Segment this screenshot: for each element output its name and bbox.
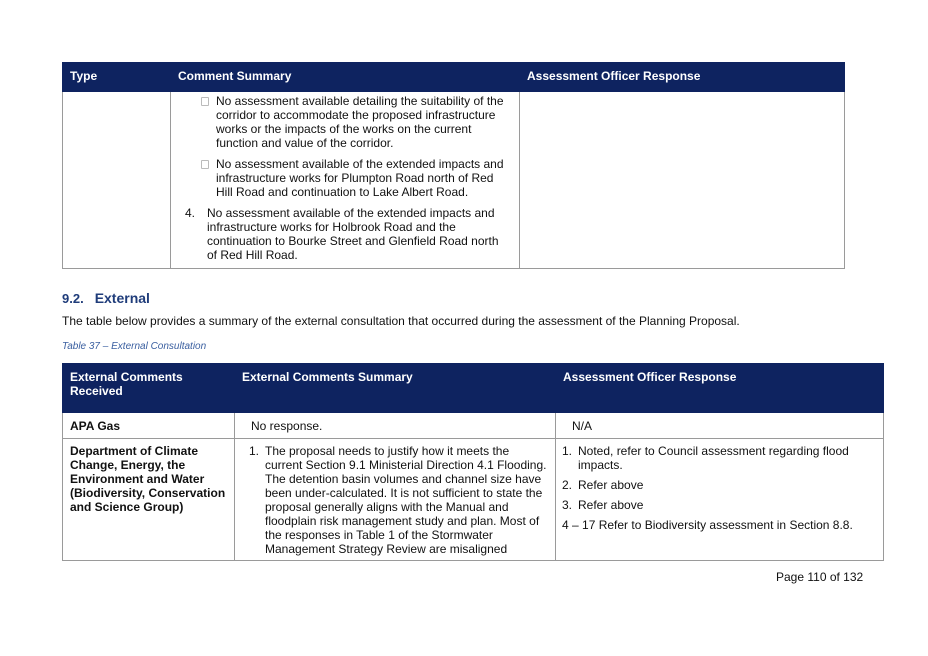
section-title: External <box>94 290 150 306</box>
checkbox-bullet-icon <box>201 97 209 106</box>
table-header-row <box>63 364 884 413</box>
table-header-row <box>63 63 845 92</box>
response-cell: N/A <box>556 413 884 439</box>
header-external-summary: External Comments Summary <box>235 364 556 413</box>
header-type: Type <box>63 63 171 92</box>
received-cell: APA Gas <box>63 413 235 439</box>
table-row <box>63 92 845 269</box>
external-consultation-table <box>62 363 884 561</box>
item-number: 1. <box>249 444 260 458</box>
item-number: 2. <box>562 478 573 492</box>
item-number: 3. <box>562 498 573 512</box>
numbered-item <box>249 444 549 556</box>
comments-table <box>62 62 845 269</box>
item-text: Refer above <box>578 498 644 512</box>
bullet-text: No assessment available of the extended impacts and infrastructure works for Plumpton Road north of Red Hill Road and continuation to Lake Albert Road. <box>216 157 504 199</box>
item-number: 1. <box>562 444 573 458</box>
section-heading <box>62 290 150 306</box>
summary-cell: No response. <box>235 413 556 439</box>
table-row <box>63 439 884 561</box>
table-caption: Table 37 – External Consultation <box>62 341 207 352</box>
item-text: No assessment available of the extended impacts and infrastructure works for Holbrook Road and the continuation to Bourke Street and Glenfield Road north of Red Hill Road. <box>207 206 499 262</box>
header-external-received: External Comments Received <box>63 364 235 413</box>
table-row <box>63 413 884 439</box>
header-comment-summary: Comment Summary <box>171 63 520 92</box>
bullet-item <box>171 94 511 150</box>
summary-cell <box>235 439 556 561</box>
item-text: The proposal needs to justify how it meets the current Section 9.1 Ministerial Direction 4.1 Flooding. The detention basin volumes and channel size have been under-calculated. It is not sufficient to state the proposal generally aligns with the Manual and floodplain risk management study and plan. Most of the responses in Table 1 of the Stormwater Management Strategy Review are misaligned <box>265 444 547 556</box>
item-number: 4. <box>185 206 196 220</box>
response-item <box>562 518 877 532</box>
bullet-item <box>171 157 511 199</box>
checkbox-bullet-icon <box>201 160 209 169</box>
item-text: Noted, refer to Council assessment regarding flood impacts. <box>578 444 849 472</box>
comment-cell <box>171 92 520 269</box>
item-text: Refer above <box>578 478 644 492</box>
received-cell: Department of Climate Change, Energy, the Environment and Water (Biodiversity, Conservation and Science Group) <box>63 439 235 561</box>
type-cell <box>63 92 171 269</box>
item-text: 4 – 17 Refer to Biodiversity assessment in Section 8.8. <box>562 518 853 532</box>
response-item <box>562 444 877 472</box>
page-number: Page 110 of 132 <box>776 570 864 584</box>
response-cell <box>520 92 845 269</box>
header-officer-response: Assessment Officer Response <box>556 364 884 413</box>
response-item <box>562 478 877 492</box>
section-number: 9.2. <box>62 291 84 306</box>
section-intro: The table below provides a summary of the external consultation that occurred during the assessment of the Planning Proposal. <box>62 314 740 328</box>
response-item <box>562 498 877 512</box>
header-officer-response: Assessment Officer Response <box>520 63 845 92</box>
bullet-text: No assessment available detailing the suitability of the corridor to accommodate the proposed infrastructure works or the impacts of the works on the current function and value of the corridor. <box>216 94 504 150</box>
response-cell <box>556 439 884 561</box>
numbered-item <box>171 206 511 262</box>
